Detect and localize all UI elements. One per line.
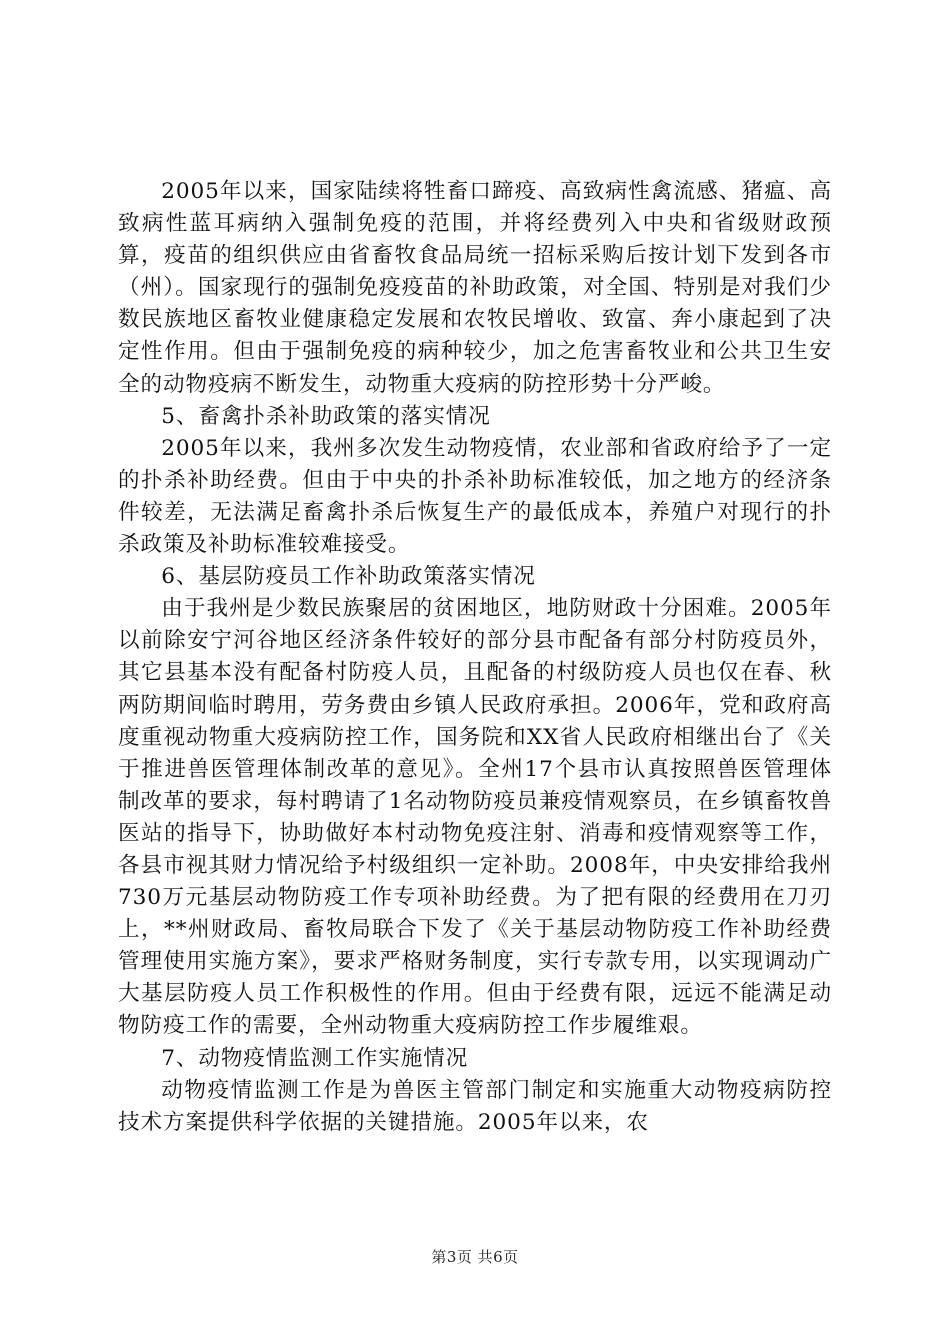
paragraph-monitoring: 动物疫情监测工作是为兽医主管部门制定和实施重大动物疫病防控技术方案提供科学依据的关键措施。2005年以来，农 xyxy=(118,1077,832,1135)
document-body xyxy=(118,176,832,1139)
page-footer: 第3页 共6页 xyxy=(431,1248,519,1266)
paragraph-vaccine-policy: 2005年以来，国家陆续将牲畜口蹄疫、高致病性禽流感、猪瘟、高致病性蓝耳病纳入强制免疫的范围，并将经费列入中央和省级财政预算，疫苗的组织供应由省畜牧食品局统一招标采购后按计划下发到各市（州）。国家现行的强制免疫疫苗的补助政策，对全国、特别是对我们少数民族地区畜牧业健康稳定发展和农牧民增收、致富、奔小康起到了决定性作用。但由于强制免疫的病种较少，加之危害畜牧业和公共卫生安全的动物疫病不断发生，动物重大疫病的防控形势十分严峻。 xyxy=(118,179,832,397)
paragraph-culling-subsidy: 2005年以来，我州多次发生动物疫情，农业部和省政府给予了一定的扑杀补助经费。但由于中央的扑杀补助标准较低，加之地方的经济条件较差，无法满足畜禽扑杀后恢复生产的最低成本，养殖户对现行的扑杀政策及补助标准较难接受。 xyxy=(118,435,832,558)
section-heading-5: 5、畜禽扑杀补助政策的落实情况 xyxy=(161,403,491,429)
paragraph-grassroots-staff: 由于我州是少数民族聚居的贫困地区，地防财政十分困难。2005年以前除安宁河谷地区经济条件较好的部分县市配备有部分村防疫员外，其它县基本没有配备村防疫人员，且配备的村级防疫人员也仅在春、秋两防期间临时聘用，劳务费由乡镇人民政府承担。2006年，党和政府高度重视动物重大疫病防控工作，国务院和XX省人民政府相继出台了《关于推进兽医管理体制改革的意见》。全州17个县市认真按照兽医管理体制改革的要求，每村聘请了1名动物防疫员兼疫情观察员，在乡镇畜牧兽医站的指导下，协助做好本村动物免疫注射、消毒和疫情观察等工作，各县市视其财力情况给予村级组织一定补助。2008年，中央安排给我州730万元基层动物防疫工作专项补助经费。为了把有限的经费用在刀刃上，**州财政局、畜牧局联合下发了《关于基层动物防疫工作补助经费管理使用实施方案》，要求严格财务制度，实行专款专用，以实现调动广大基层防疫人员工作积极性的作用。但由于经费有限，远远不能满足动物防疫工作的需要，全州动物重大疫病防控工作步履维艰。 xyxy=(118,596,832,1039)
section-heading-7: 7、动物疫情监测工作实施情况 xyxy=(161,1045,469,1071)
section-heading-6: 6、基层防疫员工作补助政策落实情况 xyxy=(161,564,536,590)
